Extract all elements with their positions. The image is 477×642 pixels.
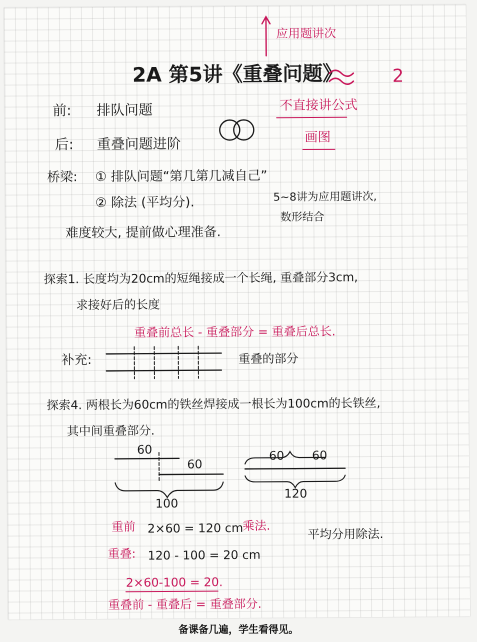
note-not-direct: 不直接讲公式 (279, 98, 358, 114)
bridge-item-2: ② 除法 (平均分). (95, 195, 195, 211)
calc-before-label: 重前 (111, 519, 136, 534)
note-draw: 画图 (304, 130, 331, 146)
fig2-left-value: 60 (268, 448, 285, 463)
page-title: 2A 第5讲《重叠问题》 (132, 61, 343, 87)
hand-drawings (4, 4, 470, 619)
fig2-bottom-brace-icon (245, 475, 345, 488)
method-multiply: 乘法. (242, 518, 271, 533)
bridge-label: 桥梁: (47, 170, 78, 186)
fig1-bottom-value: 100 (155, 496, 179, 511)
explore4-problem-line1: 探索4. 两根长为60cm的铁丝焊接成一根长为100cm的长铁丝, (46, 396, 381, 413)
summary-formula: 重叠前 - 重叠后 = 重叠部分. (107, 596, 262, 612)
fig2-right-value: 60 (311, 448, 328, 463)
fig2-top-brace-icon (245, 448, 328, 464)
rope-line-bottom (106, 370, 221, 371)
fig1-mid-value: 60 (187, 457, 203, 472)
calc-overlap-label: 重叠: (107, 546, 136, 561)
corner-mark: 2 (392, 65, 404, 87)
fig1-top-value: 60 (136, 442, 153, 457)
supplement-label: 补充: (61, 353, 92, 369)
calc-overlap-expr: 120 - 100 = 20 cm (147, 547, 261, 563)
fig1-brace-icon (115, 482, 223, 498)
title-squiggle-icon-2 (329, 78, 353, 84)
explore1-problem-line2: 求接好后的长度 (75, 297, 161, 313)
combined-expression: 2×60-100 = 20. (125, 575, 223, 590)
after-text: 重叠问题进阶 (96, 136, 181, 153)
corner-note: 应用题讲次 (276, 26, 337, 41)
footer-caption: 备课备几遍，学生看得见。 (178, 625, 299, 636)
explore1-formula: 重叠前总长 - 重叠部分 = 重叠后总长. (134, 324, 336, 340)
underline-combined (126, 591, 218, 592)
method-divide: 平均分用除法. (307, 526, 384, 542)
notebook-page (4, 4, 470, 619)
explore4-problem-line2: 其中间重叠部分. (66, 423, 155, 439)
overlap-part-label: 重叠的部分 (238, 351, 299, 366)
rope-line-top (106, 353, 221, 354)
calc-before-expr: 2×60 = 120 cm (147, 520, 244, 536)
corner-arrow-icon (262, 17, 270, 56)
venn-right-circle (234, 120, 254, 140)
explore1-problem-line1: 探索1. 长度均为20cm的短绳接成一个长绳, 重叠部分3cm, (43, 270, 358, 287)
difficulty-note: 难度较大, 提前做心理准备. (65, 225, 221, 242)
before-label: 前: (52, 103, 72, 120)
fig2-bottom-value: 120 (284, 486, 308, 501)
note-series-1: 5~8讲为应用题讲次, (273, 190, 377, 204)
title-squiggle-icon (329, 70, 353, 76)
before-text: 排队问题 (96, 102, 153, 119)
after-label: 后: (54, 137, 74, 154)
bridge-item-1: ① 排队问题“第几第几减自己” (95, 168, 268, 185)
note-series-2: 数形结合 (280, 210, 325, 224)
